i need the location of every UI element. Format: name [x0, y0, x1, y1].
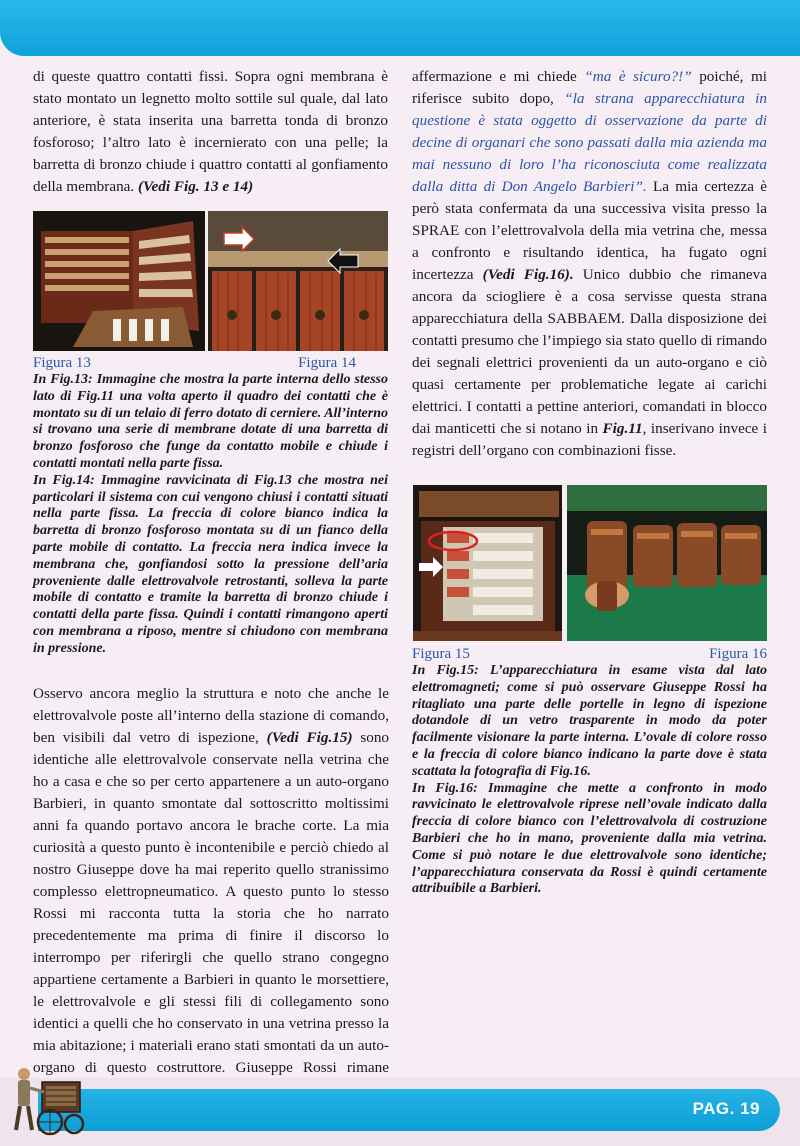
body-text: , inserivano invece i registri dell’organo con combinazioni fisse.: [412, 420, 767, 459]
figure-14-label: Figura 14: [298, 355, 356, 371]
body-text: affermazione e mi chiede: [412, 68, 577, 85]
paragraph: [33, 683, 389, 1101]
figure-reference: Fig.11: [602, 420, 643, 437]
body-text: di queste quattro contatti fissi. Sopra ogni membrana è stato montato un legnetto molto sottile sul quale, dal lato anteriore, è stata inserita una barretta tonda di bronzo fosforoso; l’altro lato è incernierato con una pelle; la barretta di bronzo chiude i quattro contatti al gonfiamento della membrana.: [33, 68, 388, 195]
barrel-organ-cart-illustration: [6, 1060, 86, 1138]
body-text: Unico dubbio che rimaneva ancora da sciogliere è a cosa servisse questa strana apparecchiatura della SABBAEM. Dalla disposizione dei contatti presumo che l’impiego sia stato quello di rimando dei segnali elettrici provenienti da un auto-organo e ciò quasi certamente per problematiche legate ai carichi elettrici. I contatti a pettine anteriori, comandati in blocco dai manticetti che si notano in: [412, 266, 768, 437]
figure-16-photo: [567, 485, 767, 641]
figure-labels-row: [412, 645, 767, 663]
left-top-text: [33, 66, 388, 198]
paragraph: [33, 66, 388, 198]
body-text: La mia certezza è però stata confermata da una successiva visita presso la SPRAE con l’elettrovalvola della mia vetrina che, messa a confronto e risultando identica, ha fugato ogni incertezza: [412, 178, 767, 283]
figure-15-label: Figura 15: [412, 646, 470, 662]
figure-15-16-captions: [412, 645, 767, 898]
figure-13-14-captions: [33, 354, 388, 658]
right-top-text: [412, 66, 767, 462]
page-number: PAG. 19: [692, 1099, 760, 1118]
figure-reference: (Vedi Fig.15): [266, 729, 353, 746]
quote: “ma è sicuro?!”: [584, 68, 692, 85]
figure-14-caption: In Fig.14: Immagine ravvicinata di Fig.13 che mostra nei particolari il sistema con cui vengono chiusi i contatti situati nella parte fissa. La freccia di colore bianco indica la barretta di bronzo fosforoso montata su di un fianco della parte mobile di contatto. La freccia nera indica invece la membrana che, gonfiandosi sotto la pressione dell’aria proveniente dalle elettrovalvole retrostanti, solleva la parte mobile di contatto e tramite la barretta di bronzo chiude i contatti della parte fissa. Quindi i contatti rimangono aperti con membrana a riposo, mentre si chiudono con membrana in pressione.: [33, 472, 388, 656]
left-bottom-text: [33, 683, 389, 1101]
paragraph: [412, 66, 767, 462]
figure-13-label: Figura 13: [33, 355, 91, 371]
figure-labels-row: [33, 354, 388, 372]
figure-reference: (Vedi Fig.16).: [482, 266, 574, 283]
figure-13-caption: In Fig.13: Immagine che mostra la parte interna dello stesso lato di Fig.11 una volta aperto il quadro dei contatti che è montato su di un telaio di ferro dotato di cerniere. All’interno si trovano una serie di membrane dotate di una barretta di bronzo fosforoso che funge da contatto mobile e chiude i contatti montati nella parte fissa.: [33, 372, 388, 471]
figure-13-photo: [33, 211, 205, 351]
figure-14-photo: [208, 211, 388, 351]
footer-bar: [38, 1089, 780, 1131]
figure-16-caption: In Fig.16: Immagine che mette a confronto in modo ravvicinato le elettrovalvole riprese nell’ovale indicato dalla freccia di colore bianco con l’elettrovalvola di costruzione Barbieri che ho in mano, proveniente dalla mia vetrina. Come si può notare le due elettrovalvole sono identiche; l’apparecchiatura conservata da Rossi è quindi certamente attribuibile a Barbieri.: [412, 780, 767, 897]
figure-15-caption: In Fig.15: L’apparecchiatura in esame vista dal lato elettromagneti; come si può osservare Giuseppe Rossi ha ritagliato una parte delle portelle in legno di ispezione dotandole di un vetro trasparente in modo da poter facilmente visionare la parte interna. L’ovale di colore rosso e la freccia di colore bianco indicano la parte dove è stata scattata la fotografia di Fig.16.: [412, 663, 767, 779]
figure-15-photo: [413, 485, 562, 641]
quote: “la strana apparecchiatura in questione è stata oggetto di osservazione da parte di decine di organari che sono passati dalla mia azienda ma mai nessuno di loro l’ha riconosciuta come realizzata dalla ditta di Don Angelo Barbieri”.: [412, 90, 767, 195]
figure-reference: (Vedi Fig. 13 e 14): [138, 178, 254, 195]
body-text: poiché, mi riferisce subito dopo,: [412, 68, 768, 107]
figure-16-label: Figura 16: [709, 646, 767, 662]
body-text: sono identiche alle elettrovalvole conservate nella vetrina che ho a casa e che so per certo appartenere a un auto-organo Barbieri, in quanto smontate dal sottoscritto moltissimi anni fa quando portavo ancora le brache corte. La mia curiosità a questo punto è incontenibile e perciò chiedo al nostro Giuseppe dove ha mai reperito quello stranissimo complesso elettropneumatico. A questo punto lo stesso Rossi mi racconta tutta la storia che ho narrato precedentemente ma prima di finire il discorso lo interrompo per riferirgli che quello strano congegno appartiene certamente a Barbieri in quanto le morsettiere, le elettrovalvole e gli stessi fili di collegamento sono identici a quelli che ho conservato in una vetrina presso la mia abitazione; i materiali erano stati smontati da un auto-organo di questo costruttore. Giuseppe Rossi rimane: [33, 729, 390, 1076]
body-text: Osservo ancora meglio la struttura e noto che anche le elettrovalvole poste all’interno della stazione di comando, ben visibili dal vetro di ispezione,: [33, 685, 389, 746]
header-band: [0, 0, 800, 56]
